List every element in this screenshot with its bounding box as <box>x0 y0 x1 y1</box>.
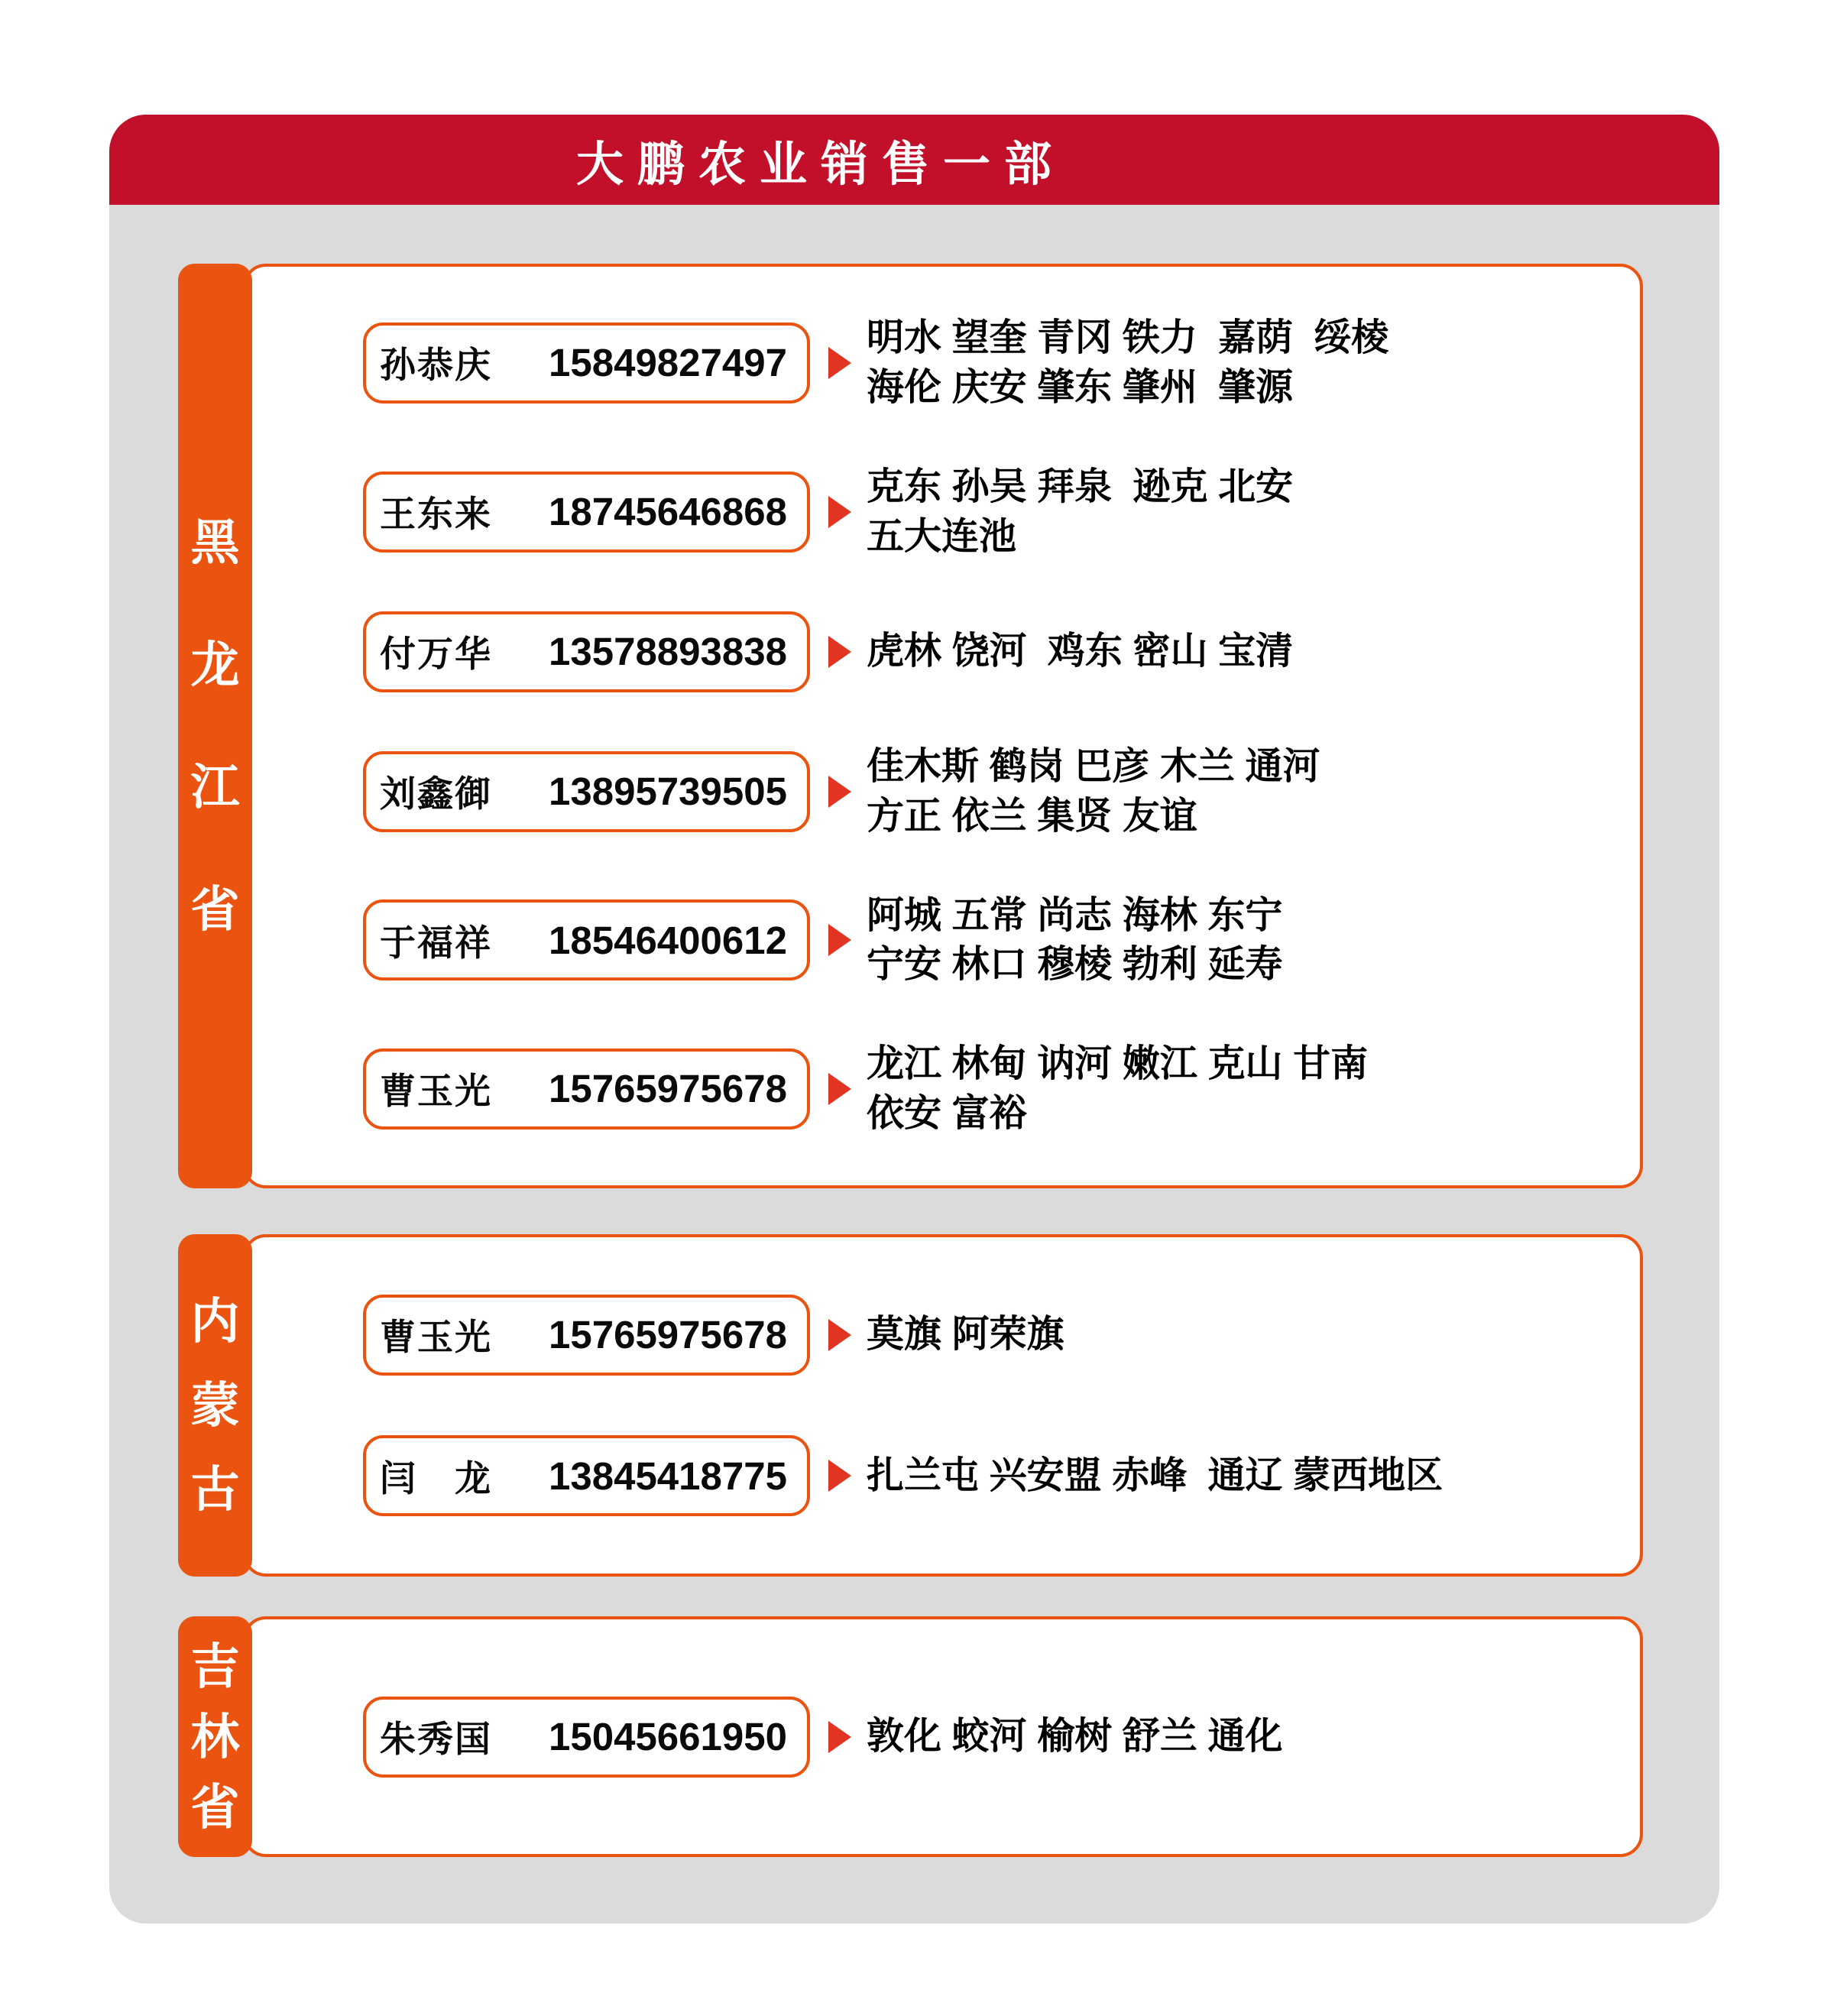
contact-directory-card <box>109 115 1719 1924</box>
contact-phone: 13895739505 <box>548 770 787 814</box>
contact-name: 刘鑫御 <box>380 773 492 815</box>
contact-name: 闫 龙 <box>380 1457 492 1499</box>
department-header <box>109 115 1719 205</box>
right-arrow-icon <box>828 1319 851 1351</box>
province-char: 省 <box>190 882 240 937</box>
contact-row <box>363 742 1643 841</box>
contact-row <box>363 1295 1643 1376</box>
province-char: 黑 <box>190 515 240 570</box>
province-char: 吉 <box>190 1638 240 1694</box>
province-sidebar <box>178 1616 252 1857</box>
name-phone-box <box>363 472 810 553</box>
contact-row <box>363 1039 1643 1138</box>
region-line: 虎林 饶河 鸡东 密山 宝清 <box>867 630 1294 673</box>
region-list <box>867 1712 1282 1762</box>
province-char: 内 <box>190 1294 240 1349</box>
region-list <box>867 1039 1368 1138</box>
contact-phone: 15765975678 <box>548 1067 787 1111</box>
name-phone-box <box>363 751 810 832</box>
right-arrow-icon <box>828 776 851 808</box>
contact-phone: 18745646868 <box>548 490 787 534</box>
province-sidebar <box>178 1234 252 1577</box>
province-section-2 <box>178 1234 1643 1577</box>
region-line: 莫旗 阿荣旗 <box>867 1314 1064 1356</box>
region-list <box>867 1451 1443 1501</box>
region-line: 方正 依兰 集贤 友谊 <box>867 795 1197 837</box>
contact-phone: 15849827497 <box>548 341 787 385</box>
contact-name: 付万华 <box>380 634 492 675</box>
region-line: 敦化 蛟河 榆树 舒兰 通化 <box>867 1716 1283 1758</box>
region-list <box>867 891 1282 990</box>
name-phone-box <box>363 611 810 692</box>
province-char: 蒙 <box>190 1378 240 1433</box>
contact-rows <box>252 264 1643 1188</box>
province-char: 省 <box>190 1779 240 1835</box>
region-line: 阿城 五常 尚志 海林 东宁 <box>867 894 1283 936</box>
region-line: 龙江 林甸 讷河 嫩江 克山 甘南 <box>867 1043 1369 1085</box>
contact-name: 孙恭庆 <box>380 345 492 386</box>
region-line: 克东 孙吴 拜泉 逊克 北安 <box>867 465 1294 507</box>
region-line: 宁安 林口 穆棱 勃利 延寿 <box>867 944 1283 986</box>
province-char: 古 <box>190 1462 240 1517</box>
name-phone-box <box>363 899 810 980</box>
region-line: 五大连池 <box>867 515 1017 557</box>
name-phone-box <box>363 1049 810 1130</box>
right-arrow-icon <box>828 1721 851 1753</box>
province-char: 龙 <box>190 637 240 692</box>
contact-name: 朱秀国 <box>380 1719 492 1759</box>
contact-row <box>363 611 1643 692</box>
region-line: 扎兰屯 兴安盟 赤峰 通辽 蒙西地区 <box>867 1454 1444 1496</box>
province-char: 林 <box>190 1709 240 1765</box>
region-list <box>867 313 1388 412</box>
contact-row <box>363 1435 1643 1516</box>
contact-phone: 13845418775 <box>548 1454 787 1498</box>
contact-row <box>363 462 1643 561</box>
name-phone-box <box>363 1435 810 1516</box>
contact-name: 于福祥 <box>380 922 492 963</box>
region-list <box>867 627 1293 676</box>
region-line: 海伦 庆安 肇东 肇州 肇源 <box>867 366 1294 408</box>
region-list <box>867 1310 1064 1360</box>
right-arrow-icon <box>828 1460 851 1492</box>
name-phone-box <box>363 1697 810 1778</box>
region-line: 依安 富裕 <box>867 1092 1027 1134</box>
contact-name: 曹玉光 <box>380 1071 492 1112</box>
region-line: 佳木斯 鹤岗 巴彦 木兰 通河 <box>867 745 1320 787</box>
name-phone-box <box>363 1295 810 1376</box>
contact-phone: 15045661950 <box>548 1715 787 1758</box>
contact-phone: 15765975678 <box>548 1313 787 1357</box>
contact-row <box>363 313 1643 412</box>
contact-rows <box>252 1616 1643 1857</box>
right-arrow-icon <box>828 924 851 956</box>
right-arrow-icon <box>828 1073 851 1105</box>
contact-name: 曹玉光 <box>380 1317 492 1358</box>
contact-phone: 13578893838 <box>548 630 787 674</box>
contact-rows <box>252 1234 1643 1577</box>
department-title: 大鹏农业销售一部 <box>575 138 1065 191</box>
right-arrow-icon <box>828 347 851 379</box>
province-char: 江 <box>190 760 240 815</box>
contact-row <box>363 1697 1643 1778</box>
region-line: 明水 望奎 青冈 铁力 嘉荫 绥棱 <box>867 317 1389 359</box>
region-list <box>867 742 1320 841</box>
contact-row <box>363 891 1643 990</box>
name-phone-box <box>363 322 810 404</box>
right-arrow-icon <box>828 636 851 668</box>
region-list <box>867 462 1293 561</box>
contact-phone: 18546400612 <box>548 918 787 962</box>
contact-name: 王东来 <box>380 494 492 535</box>
province-sidebar <box>178 264 252 1188</box>
province-section-1 <box>178 264 1643 1188</box>
right-arrow-icon <box>828 496 851 528</box>
province-section-3 <box>178 1616 1643 1857</box>
